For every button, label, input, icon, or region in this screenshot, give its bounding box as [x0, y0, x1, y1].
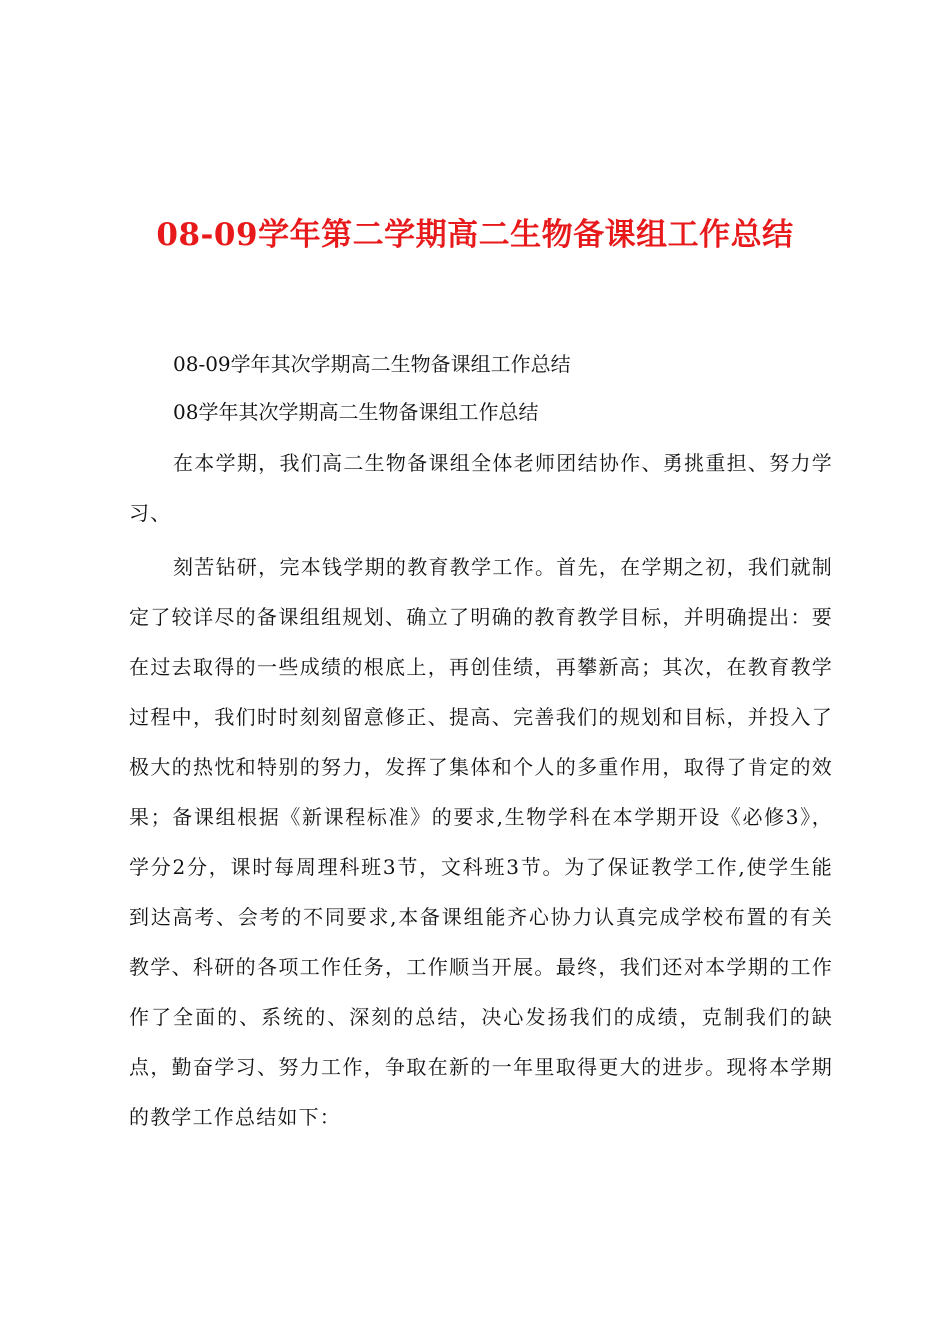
document-body [129, 344, 833, 1142]
paragraph-main: 刻苦钻研，完本钱学期的教育教学工作。首先，在学期之初，我们就制定了较详尽的备课组组规划、确立了明确的教育教学目标，并明确提出：要在过去取得的一些成绩的根底上，再创佳绩，再攀新高；其次，在教育教学过程中，我们时时刻刻留意修正、提高、完善我们的规划和目标，并投入了极大的热忱和特别的努力，发挥了集体和个人的多重作用，取得了肯定的效果；备课组根据《新课程标准》的要求,生物学科在本学期开设《必修3》，学分2分，课时每周理科班3节，文科班3节。为了保证教学工作,使学生能到达高考、会考的不同要求,本备课组能齐心协力认真完成学校布置的有关教学、科研的各项工作任务，工作顺当开展。最终，我们还对本学期的工作作了全面的、系统的、深刻的总结，决心发扬我们的成绩，克制我们的缺点，勤奋学习、努力工作，争取在新的一年里取得更大的进步。现将本学期的教学工作总结如下： [129, 555, 833, 1129]
document-title: 08-09学年第二学期高二生物备课组工作总结 [156, 217, 794, 253]
subtitle-line: 08-09学年其次学期高二生物备课组工作总结 [173, 352, 571, 376]
subtitle-line-short: 08学年其次学期高二生物备课组工作总结 [173, 400, 539, 424]
paragraph-intro: 在本学期，我们高二生物备课组全体老师团结协作、勇挑重担、努力学习、 [129, 451, 833, 525]
